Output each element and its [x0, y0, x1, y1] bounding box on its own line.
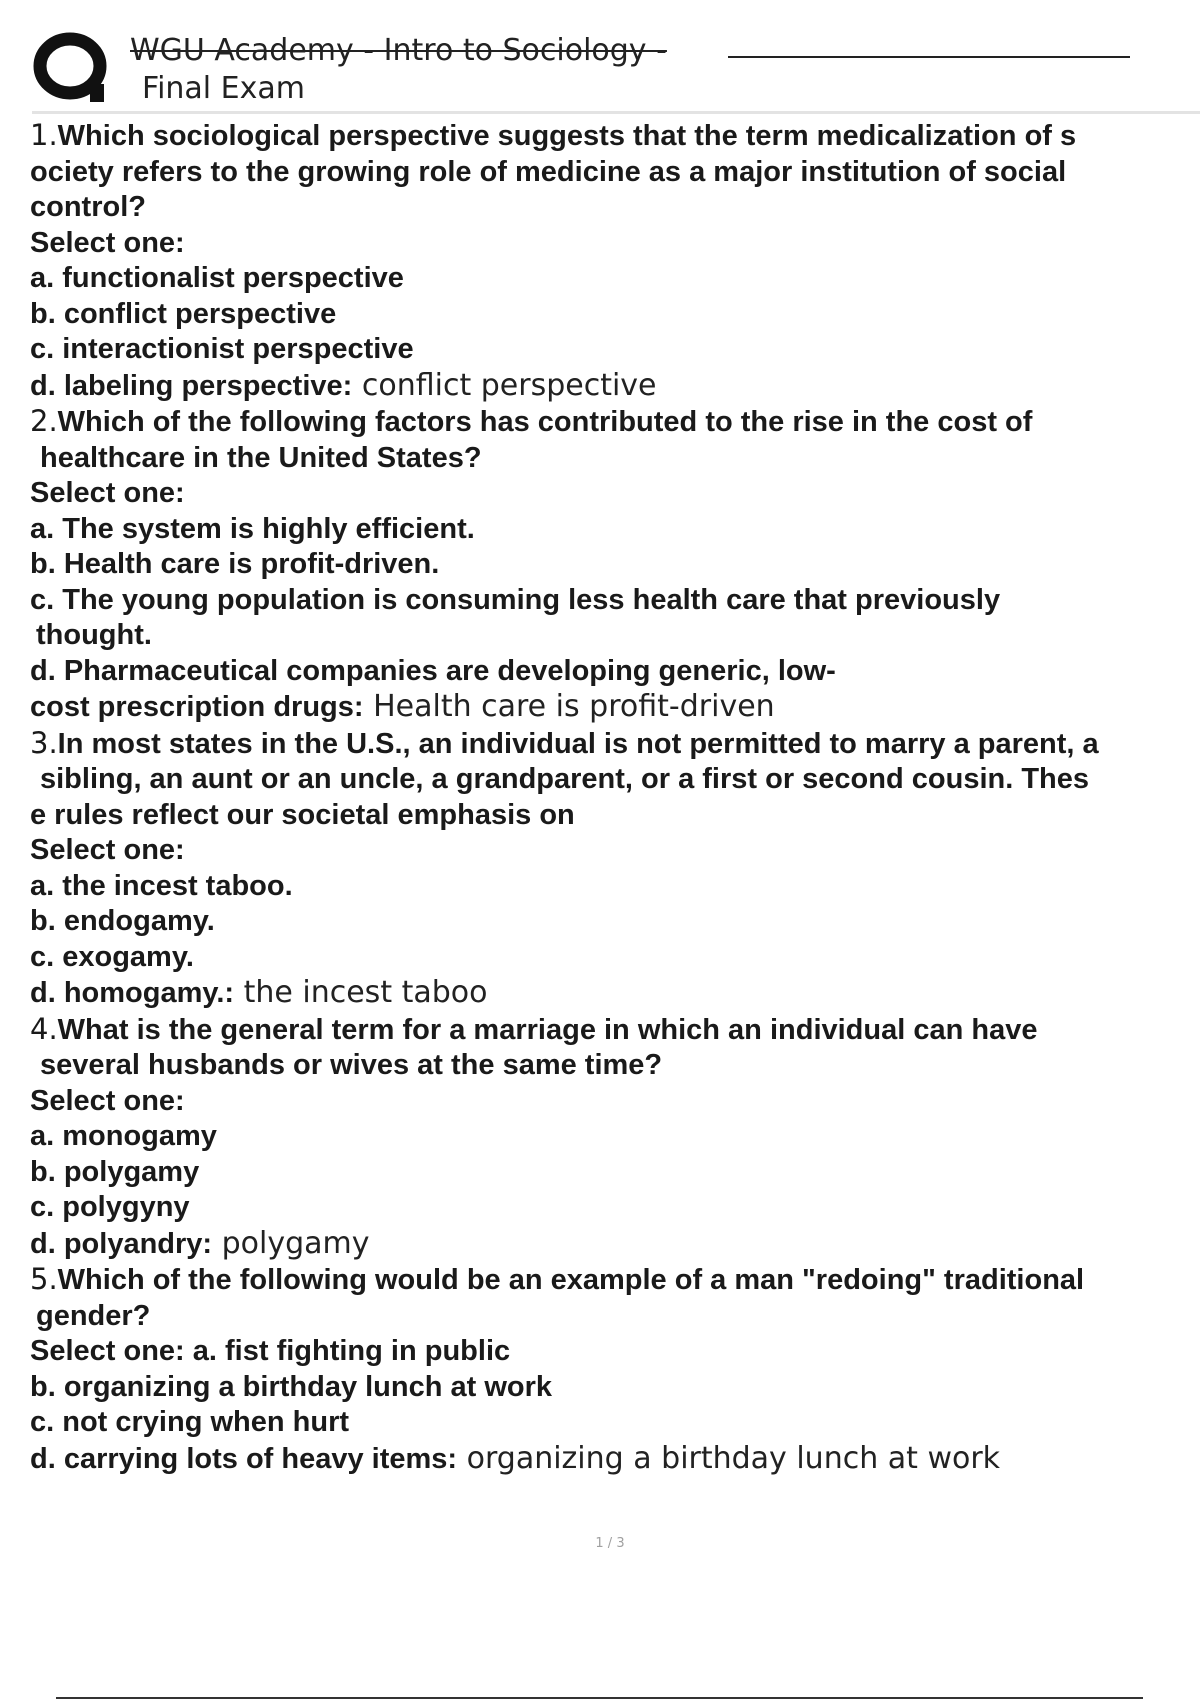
option-b: b. Health care is profit-driven.: [30, 548, 440, 580]
question-number: 4.: [30, 1011, 58, 1046]
header-divider: [32, 111, 1200, 114]
question-text-line: control?: [30, 191, 146, 223]
option-a: a. The system is highly efficient.: [30, 512, 475, 545]
question-text-line: 4.What is the general term for a marriage in which an individual can have: [30, 1011, 1038, 1046]
question-2: [30, 404, 1195, 726]
question-number: 5.: [30, 1262, 58, 1296]
answer-text: Health care is profit-driven: [363, 689, 775, 724]
answer-text: organizing a birthday lunch at work: [457, 1440, 1001, 1476]
option-d: d. labeling perspective: conflict perspective: [30, 367, 657, 403]
question-text-line: 3.In most states in the U.S., an individual is not permitted to marry a parent, a: [30, 725, 1099, 760]
option-a: a. monogamy: [30, 1120, 217, 1152]
option-b: b. organizing a birthday lunch at work: [30, 1370, 553, 1403]
question-4: [30, 1012, 1195, 1263]
question-text-line: 1.Which sociological perspective suggests that the term medicalization of s: [30, 118, 1077, 152]
select-one-label: Select one:: [30, 834, 185, 866]
option-d: d. Pharmaceutical companies are developing generic, low-: [30, 654, 836, 687]
document-subtitle: Final Exam: [142, 71, 305, 106]
document-header: [130, 32, 1140, 108]
question-text-line: ociety refers to the growing role of medicine as a major institution of social: [30, 155, 1067, 188]
question-number: 1.: [30, 118, 58, 152]
option-a: a. functionalist perspective: [30, 262, 404, 294]
exam-content: [30, 118, 1195, 1477]
question-text-line: 5.Which of the following would be an example of a man "redoing" traditional: [30, 1262, 1085, 1296]
option-d: d. carrying lots of heavy items: organizing a birthday lunch at work: [30, 1440, 1001, 1476]
question-1: [30, 118, 1195, 404]
question-3: [30, 726, 1195, 1012]
title-strike-line: [728, 56, 1130, 58]
question-text-line: e rules reflect our societal emphasis on: [30, 798, 575, 831]
logo-icon: [32, 30, 110, 108]
question-text-line: healthcare in the United States?: [40, 441, 482, 474]
question-text-line: sibling, an aunt or an uncle, a grandparent, or a first or second cousin. Thes: [40, 763, 1090, 795]
page-number: 1 / 3: [595, 1536, 625, 1551]
footer-divider: [56, 1697, 1143, 1699]
answer-text: polygamy: [212, 1225, 370, 1261]
option-c: c. exogamy.: [30, 940, 194, 973]
option-b: b. endogamy.: [30, 905, 215, 937]
answer-text: the incest taboo: [234, 975, 488, 1010]
question-text-line: gender?: [36, 1299, 151, 1332]
select-one-label: Select one:: [30, 1084, 185, 1117]
select-one-label: Select one:: [30, 226, 185, 259]
option-c: c. not crying when hurt: [30, 1406, 350, 1438]
document-title: WGU Academy - Intro to Sociology -: [130, 33, 667, 68]
question-text-line: 2.Which of the following factors has contributed to the rise in the cost of: [30, 404, 1033, 438]
select-one-label: Select one:: [30, 477, 185, 509]
question-text-line: several husbands or wives at the same time?: [40, 1049, 663, 1081]
option-a: a. the incest taboo.: [30, 869, 293, 902]
option-d-continued: cost prescription drugs: Health care is profit-driven: [30, 689, 775, 724]
option-c: c. polygyny: [30, 1191, 190, 1223]
option-c: c. The young population is consuming less health care that previously: [30, 583, 1001, 616]
option-d: d. homogamy.: the incest taboo: [30, 975, 488, 1010]
select-one-option-a: Select one: a. fist fighting in public: [30, 1335, 511, 1367]
question-5: [30, 1262, 1195, 1477]
answer-text: conflict perspective: [352, 367, 657, 403]
question-number: 3.: [30, 725, 58, 760]
option-c-continued: thought.: [36, 619, 152, 651]
question-number: 2.: [30, 404, 58, 438]
option-b: b. polygamy: [30, 1155, 200, 1188]
option-d: d. polyandry: polygamy: [30, 1225, 370, 1261]
option-c: c. interactionist perspective: [30, 333, 414, 365]
option-b: b. conflict perspective: [30, 297, 337, 330]
